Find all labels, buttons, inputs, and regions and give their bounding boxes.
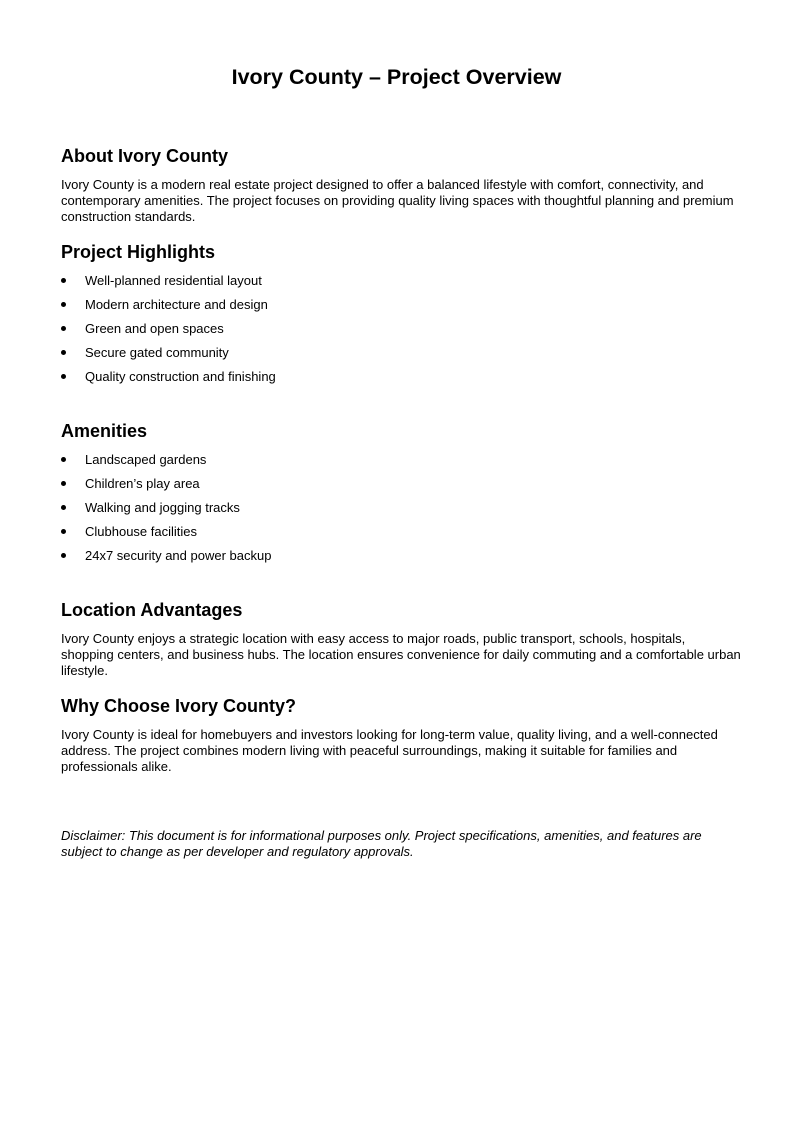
amenities-heading: Amenities bbox=[61, 421, 148, 441]
disclaimer: Disclaimer: This document is for informational purposes only. Project specifications, amenities, and features are subject to change as per developer and regulatory approvals. bbox=[61, 828, 702, 859]
bullet-icon bbox=[61, 481, 66, 486]
document-title: Ivory County – Project Overview bbox=[231, 65, 562, 89]
bullet-icon bbox=[61, 302, 66, 307]
bullet-icon bbox=[61, 374, 66, 379]
bullet-icon bbox=[61, 278, 66, 283]
why-paragraph: Ivory County is ideal for homebuyers and investors looking for long-term value, quality living, and a well-connected address. The project combines modern living with peaceful surroundings, making it suitable for families and professionals alike. bbox=[61, 727, 718, 774]
bullet-icon bbox=[61, 505, 66, 510]
about-heading: About Ivory County bbox=[61, 146, 228, 166]
bullet-icon bbox=[61, 553, 66, 558]
bullet-icon bbox=[61, 326, 66, 331]
about-paragraph: Ivory County is a modern real estate project designed to offer a balanced lifestyle with comfort, connectivity, and contemporary amenities. The project focuses on providing quality living spaces with thoughtful planning and premium construction standards. bbox=[61, 177, 734, 224]
location-paragraph: Ivory County enjoys a strategic location with easy access to major roads, public transport, schools, hospitals, shopping centers, and business hubs. The location ensures convenience for daily commuting and a comfortable urban lifestyle. bbox=[61, 631, 741, 678]
bullet-icon bbox=[61, 350, 66, 355]
bullet-icon bbox=[61, 529, 66, 534]
bullet-icon bbox=[61, 457, 66, 462]
why-heading: Why Choose Ivory County? bbox=[61, 696, 297, 716]
highlights-heading: Project Highlights bbox=[61, 242, 216, 262]
location-heading: Location Advantages bbox=[61, 600, 243, 620]
